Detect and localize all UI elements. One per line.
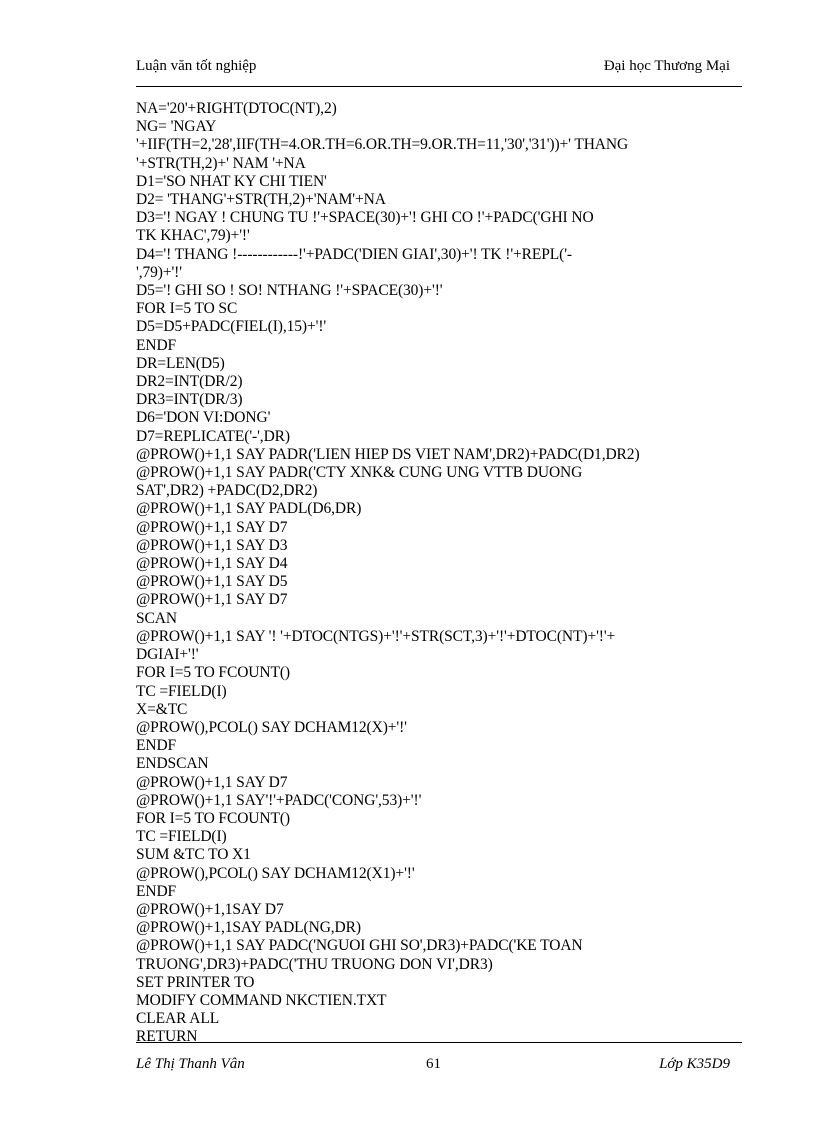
code-line: NA='20'+RIGHT(DTOC(NT),2) <box>136 100 337 117</box>
code-line: @PROW(),PCOL() SAY DCHAM12(X)+'!' <box>136 718 407 736</box>
code-line: D6='DON VI:DONG' <box>136 409 271 427</box>
code-line: D4='! THANG !------------!'+PADC('DIEN GIAI',30)+'! TK !'+REPL('- <box>136 245 572 263</box>
code-line: D3='! NGAY ! CHUNG TU !'+SPACE(30)+'! GHI CO !'+PADC('GHI NO <box>136 209 594 227</box>
code-line: ENDSCAN <box>136 755 209 773</box>
code-line: @PROW()+1,1SAY PADL(NG,DR) <box>136 919 361 937</box>
header-university-label: Đại học Thương Mại <box>603 58 730 74</box>
footer-class: Lớp K35D9 <box>659 1056 730 1072</box>
code-line: ENDF <box>136 737 177 755</box>
code-line: SET PRINTER TO <box>136 973 255 991</box>
code-line: @PROW()+1,1 SAY PADL(D6,DR) <box>136 500 362 518</box>
code-line: D5='! GHI SO ! SO! NTHANG !'+SPACE(30)+'!' <box>136 282 443 300</box>
code-line: SAT',DR2) +PADC(D2,DR2) <box>136 482 318 500</box>
code-line: '+IIF(TH=2,'28',IIF(TH=4.OR.TH=6.OR.TH=9.OR.TH=11,'30','31'))+' THANG <box>136 136 629 154</box>
code-line: D2= 'THANG'+STR(TH,2)+'NAM'+NA <box>136 191 386 209</box>
code-line: DR2=INT(DR/2) <box>136 373 243 391</box>
page-number: 61 <box>426 1056 441 1072</box>
code-line: FOR I=5 TO FCOUNT() <box>136 664 290 682</box>
code-line: MODIFY COMMAND NKCTIEN.TXT <box>136 991 387 1009</box>
code-line: @PROW(),PCOL() SAY DCHAM12(X1)+'!' <box>136 864 415 882</box>
code-line: @PROW()+1,1 SAY D5 <box>136 573 288 591</box>
code-line: TK KHAC',79)+'!' <box>136 227 250 245</box>
code-line: @PROW()+1,1 SAY PADC('NGUOI GHI SO',DR3)+PADC('KE TOAN <box>136 937 583 955</box>
code-listing <box>136 100 742 1047</box>
page-footer <box>136 1056 730 1078</box>
page-header <box>136 58 730 80</box>
code-line: @PROW()+1,1 SAY'!'+PADC('CONG',53)+'!' <box>136 791 422 809</box>
code-line: NG= 'NGAY <box>136 118 217 136</box>
code-line: FOR I=5 TO SC <box>136 300 238 318</box>
code-line: ENDF <box>136 882 177 900</box>
code-line: @PROW()+1,1SAY D7 <box>136 900 284 918</box>
code-line: @PROW()+1,1 SAY D7 <box>136 773 288 791</box>
code-line: @PROW()+1,1 SAY D3 <box>136 536 288 554</box>
code-line: SCAN <box>136 609 177 627</box>
code-line: CLEAR ALL <box>136 1010 220 1028</box>
code-line: DR=LEN(D5) <box>136 354 225 372</box>
code-line: TRUONG',DR3)+PADC('THU TRUONG DON VI',DR3) <box>136 955 493 973</box>
footer-divider <box>136 1042 742 1043</box>
code-line: ',79)+'!' <box>136 263 182 281</box>
code-line: DR3=INT(DR/3) <box>136 391 243 409</box>
code-line: @PROW()+1,1 SAY '! '+DTOC(NTGS)+'!'+STR(SCT,3)+'!'+DTOC(NT)+'!'+ <box>136 627 616 645</box>
code-line: FOR I=5 TO FCOUNT() <box>136 809 290 827</box>
header-thesis-label: Luận văn tốt nghiệp <box>136 58 257 74</box>
code-line: @PROW()+1,1 SAY D7 <box>136 518 288 536</box>
footer-author: Lê Thị Thanh Vân <box>136 1056 245 1072</box>
code-line: SUM &TC TO X1 <box>136 846 251 864</box>
code-line: @PROW()+1,1 SAY D4 <box>136 555 288 573</box>
code-line: X=&TC <box>136 700 188 718</box>
code-line: RETURN <box>136 1028 198 1046</box>
code-line: ENDF <box>136 336 177 354</box>
code-line: D7=REPLICATE('-',DR) <box>136 427 290 445</box>
code-line: @PROW()+1,1 SAY PADR('LIEN HIEP DS VIET NAM',DR2)+PADC(D1,DR2) <box>136 445 640 463</box>
header-divider <box>136 86 742 87</box>
code-line: DGIAI+'!' <box>136 646 199 664</box>
code-line: '+STR(TH,2)+' NAM '+NA <box>136 154 306 172</box>
code-line: TC =FIELD(I) <box>136 828 227 846</box>
code-line: @PROW()+1,1 SAY D7 <box>136 591 288 609</box>
code-line: TC =FIELD(I) <box>136 682 227 700</box>
code-line: D5=D5+PADC(FIEL(I),15)+'!' <box>136 318 327 336</box>
code-line: @PROW()+1,1 SAY PADR('CTY XNK& CUNG UNG VTTB DUONG <box>136 464 583 482</box>
code-line: D1='SO NHAT KY CHI TIEN' <box>136 172 327 190</box>
